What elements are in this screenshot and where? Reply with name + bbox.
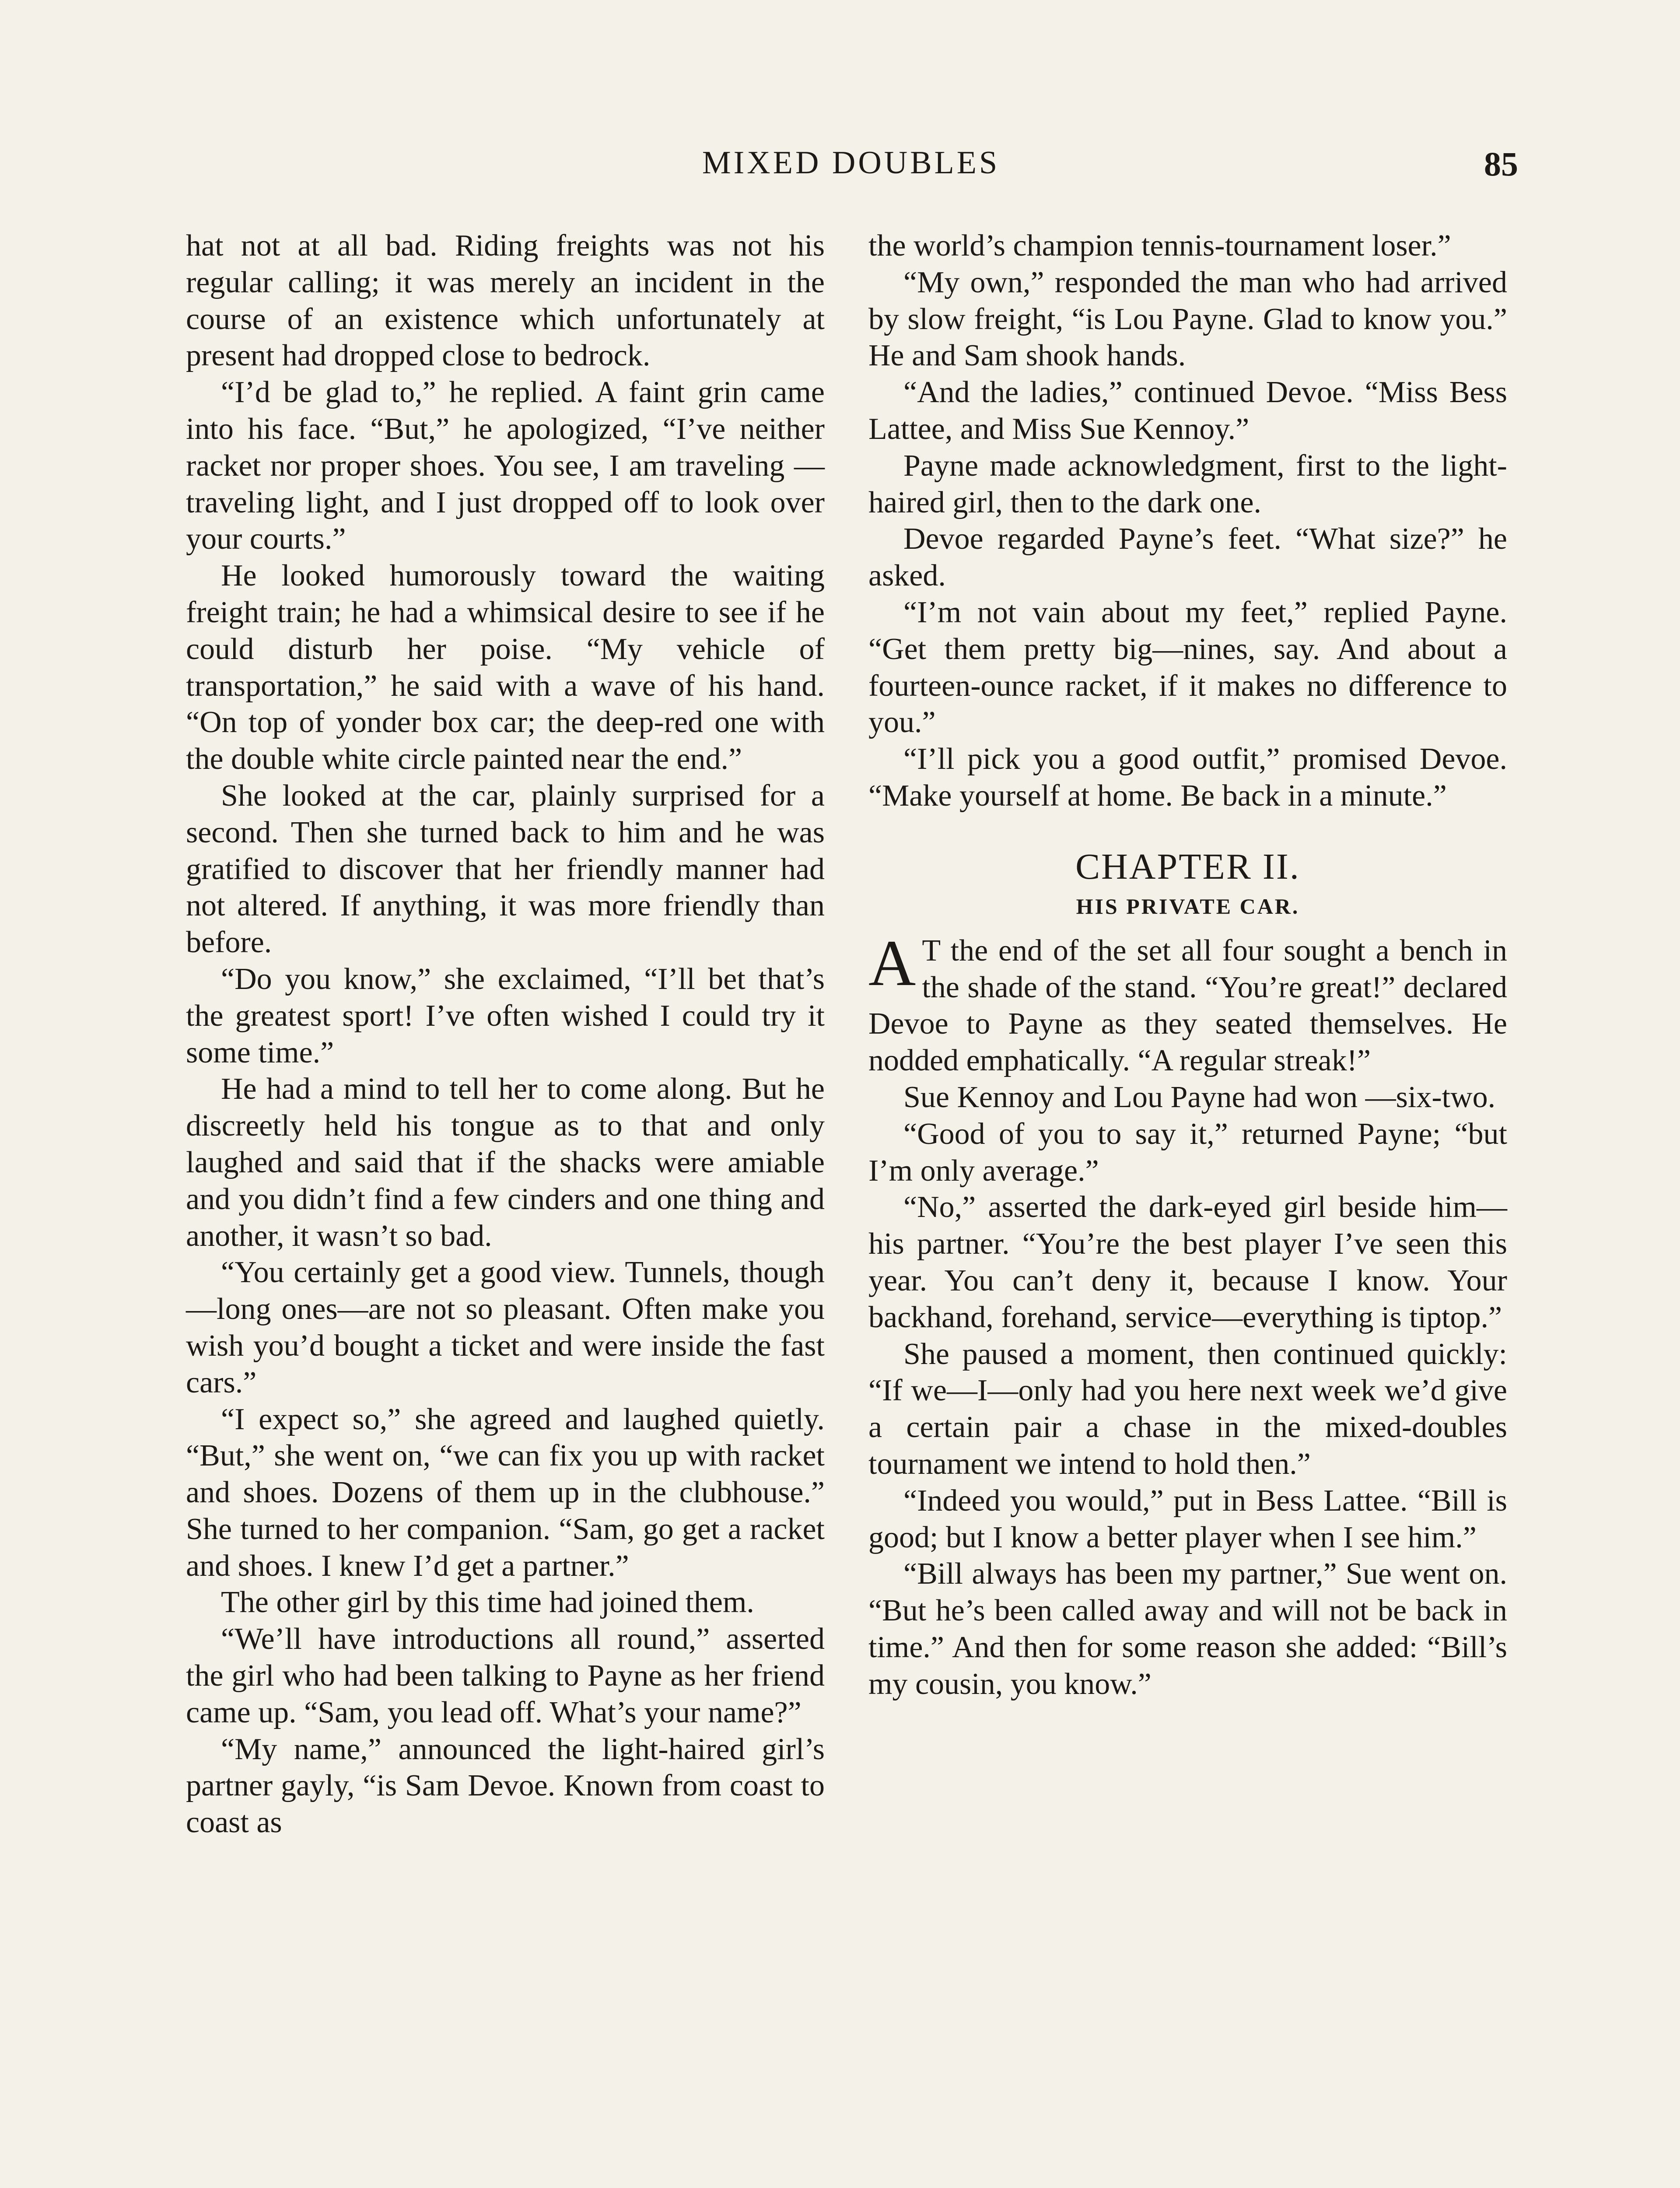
right-column — [868, 228, 1507, 1702]
running-title: MIXED DOUBLES — [702, 145, 1000, 181]
paragraph: “My name,” announced the light-haired girl’s partner gayly, “is Sam Devoe. Known from coast to coast as — [186, 1732, 825, 1840]
paragraph: The other girl by this time had joined them. — [221, 1585, 754, 1620]
drop-cap: A — [868, 926, 916, 999]
paragraph: the world’s champion tennis-tournament loser.” — [868, 229, 1451, 263]
paragraph: “No,” asserted the dark-eyed girl beside him—his partner. “You’re the best player I’ve seen this year. You can’t deny it, because I know. Your backhand, forehand, service—everything is tiptop.” — [868, 1190, 1507, 1334]
paragraph: He had a mind to tell her to come along. But he discreetly held his tongue as to that and only laughed and said that if the shacks were amiable and you didn’t find a few cinders and one thing and another, it wasn’t so bad. — [186, 1072, 825, 1253]
page-number: 85 — [1484, 145, 1518, 183]
paragraph: She paused a moment, then continued quickly: “If we—I—only had you here next week we’d give a certain pair a chase in the mixed-doubles tournament we intend to hold then.” — [868, 1337, 1507, 1481]
paragraph: “We’ll have introductions all round,” asserted the girl who had been talking to Payne as her friend came up. “Sam, you lead off. What’s your name?” — [186, 1622, 825, 1729]
paragraph: Devoe regarded Payne’s feet. “What size?” he asked. — [868, 522, 1507, 593]
chapter-header — [868, 845, 1507, 924]
paragraph: “You certainly get a good view. Tunnels, though—long ones—are not so pleasant. Often make you wish you’d bought a ticket and were inside the fast cars.” — [186, 1255, 825, 1399]
paragraph: “I expect so,” she agreed and laughed quietly. “But,” she went on, “we can fix you up with racket and shoes. Dozens of them up in the clubhouse.” She turned to her companion. “Sam, go get a racket and shoes. I knew I’d get a partner.” — [186, 1402, 825, 1583]
chapter-opening-paragraph — [868, 926, 1507, 1079]
paragraph: He looked humorously toward the waiting freight train; he had a whimsical desire to see if he could disturb her poise. “My vehicle of transportation,” he said with a wave of his hand. “On top of yonder box car; the deep-red one with the double white circle painted near the end.” — [186, 559, 825, 776]
paragraph: Sue Kennoy and Lou Payne had won —six-two. — [903, 1080, 1496, 1114]
paragraph: “My own,” responded the man who had arrived by slow freight, “is Lou Payne. Glad to know you.” He and Sam shook hands. — [868, 265, 1507, 373]
paragraph: “And the ladies,” continued Devoe. “Miss Bess Lattee, and Miss Sue Kennoy.” — [868, 375, 1507, 446]
left-column — [186, 228, 825, 1841]
page-header — [184, 144, 1518, 197]
paragraph: “I’d be glad to,” he replied. A faint grin came into his face. “But,” he apologized, “I’ve neither racket nor proper shoes. You see, I am traveling —traveling light, and I just dropped off to look over your courts.” — [186, 375, 825, 556]
paragraph: “Indeed you would,” put in Bess Lattee. “Bill is good; but I know a better player when I see him.” — [868, 1483, 1507, 1554]
paragraph: hat not at all bad. Riding freights was not his regular calling; it was merely an incident in the course of an existence which unfortunately at present had dropped close to bedrock. — [186, 229, 825, 373]
opening-text: T the end of the set all four sought a bench in the shade of the stand. “You’re great!” declared Devoe to Payne as they seated themselves. He nodded emphatically. “A regular streak!” — [868, 933, 1507, 1078]
paragraph: “Bill always has been my partner,” Sue went on. “But he’s been called away and will not be back in time.” And then for some reason she added: “Bill’s my cousin, you know.” — [868, 1557, 1507, 1701]
paragraph: “Do you know,” she exclaimed, “I’ll bet that’s the greatest sport! I’ve often wished I could try it some time.” — [186, 962, 825, 1069]
chapter-subtitle: HIS PRIVATE CAR. — [1076, 894, 1300, 919]
chapter-heading: CHAPTER II. — [1075, 846, 1300, 887]
paragraph: She looked at the car, plainly surprised for a second. Then she turned back to him and he was gratified to discover that her friendly manner had not altered. If anything, it was more friendly than before. — [186, 778, 825, 960]
paragraph: Payne made acknowledgment, first to the light-haired girl, then to the dark one. — [868, 449, 1507, 519]
paragraph: “Good of you to say it,” returned Payne; “but I’m only average.” — [868, 1117, 1507, 1188]
paragraph: “I’m not vain about my feet,” replied Payne. “Get them pretty big—nines, say. And about a fourteen-ounce racket, if it makes no difference to you.” — [868, 595, 1507, 740]
paragraph: “I’ll pick you a good outfit,” promised Devoe. “Make yourself at home. Be back in a minute.” — [868, 742, 1507, 813]
